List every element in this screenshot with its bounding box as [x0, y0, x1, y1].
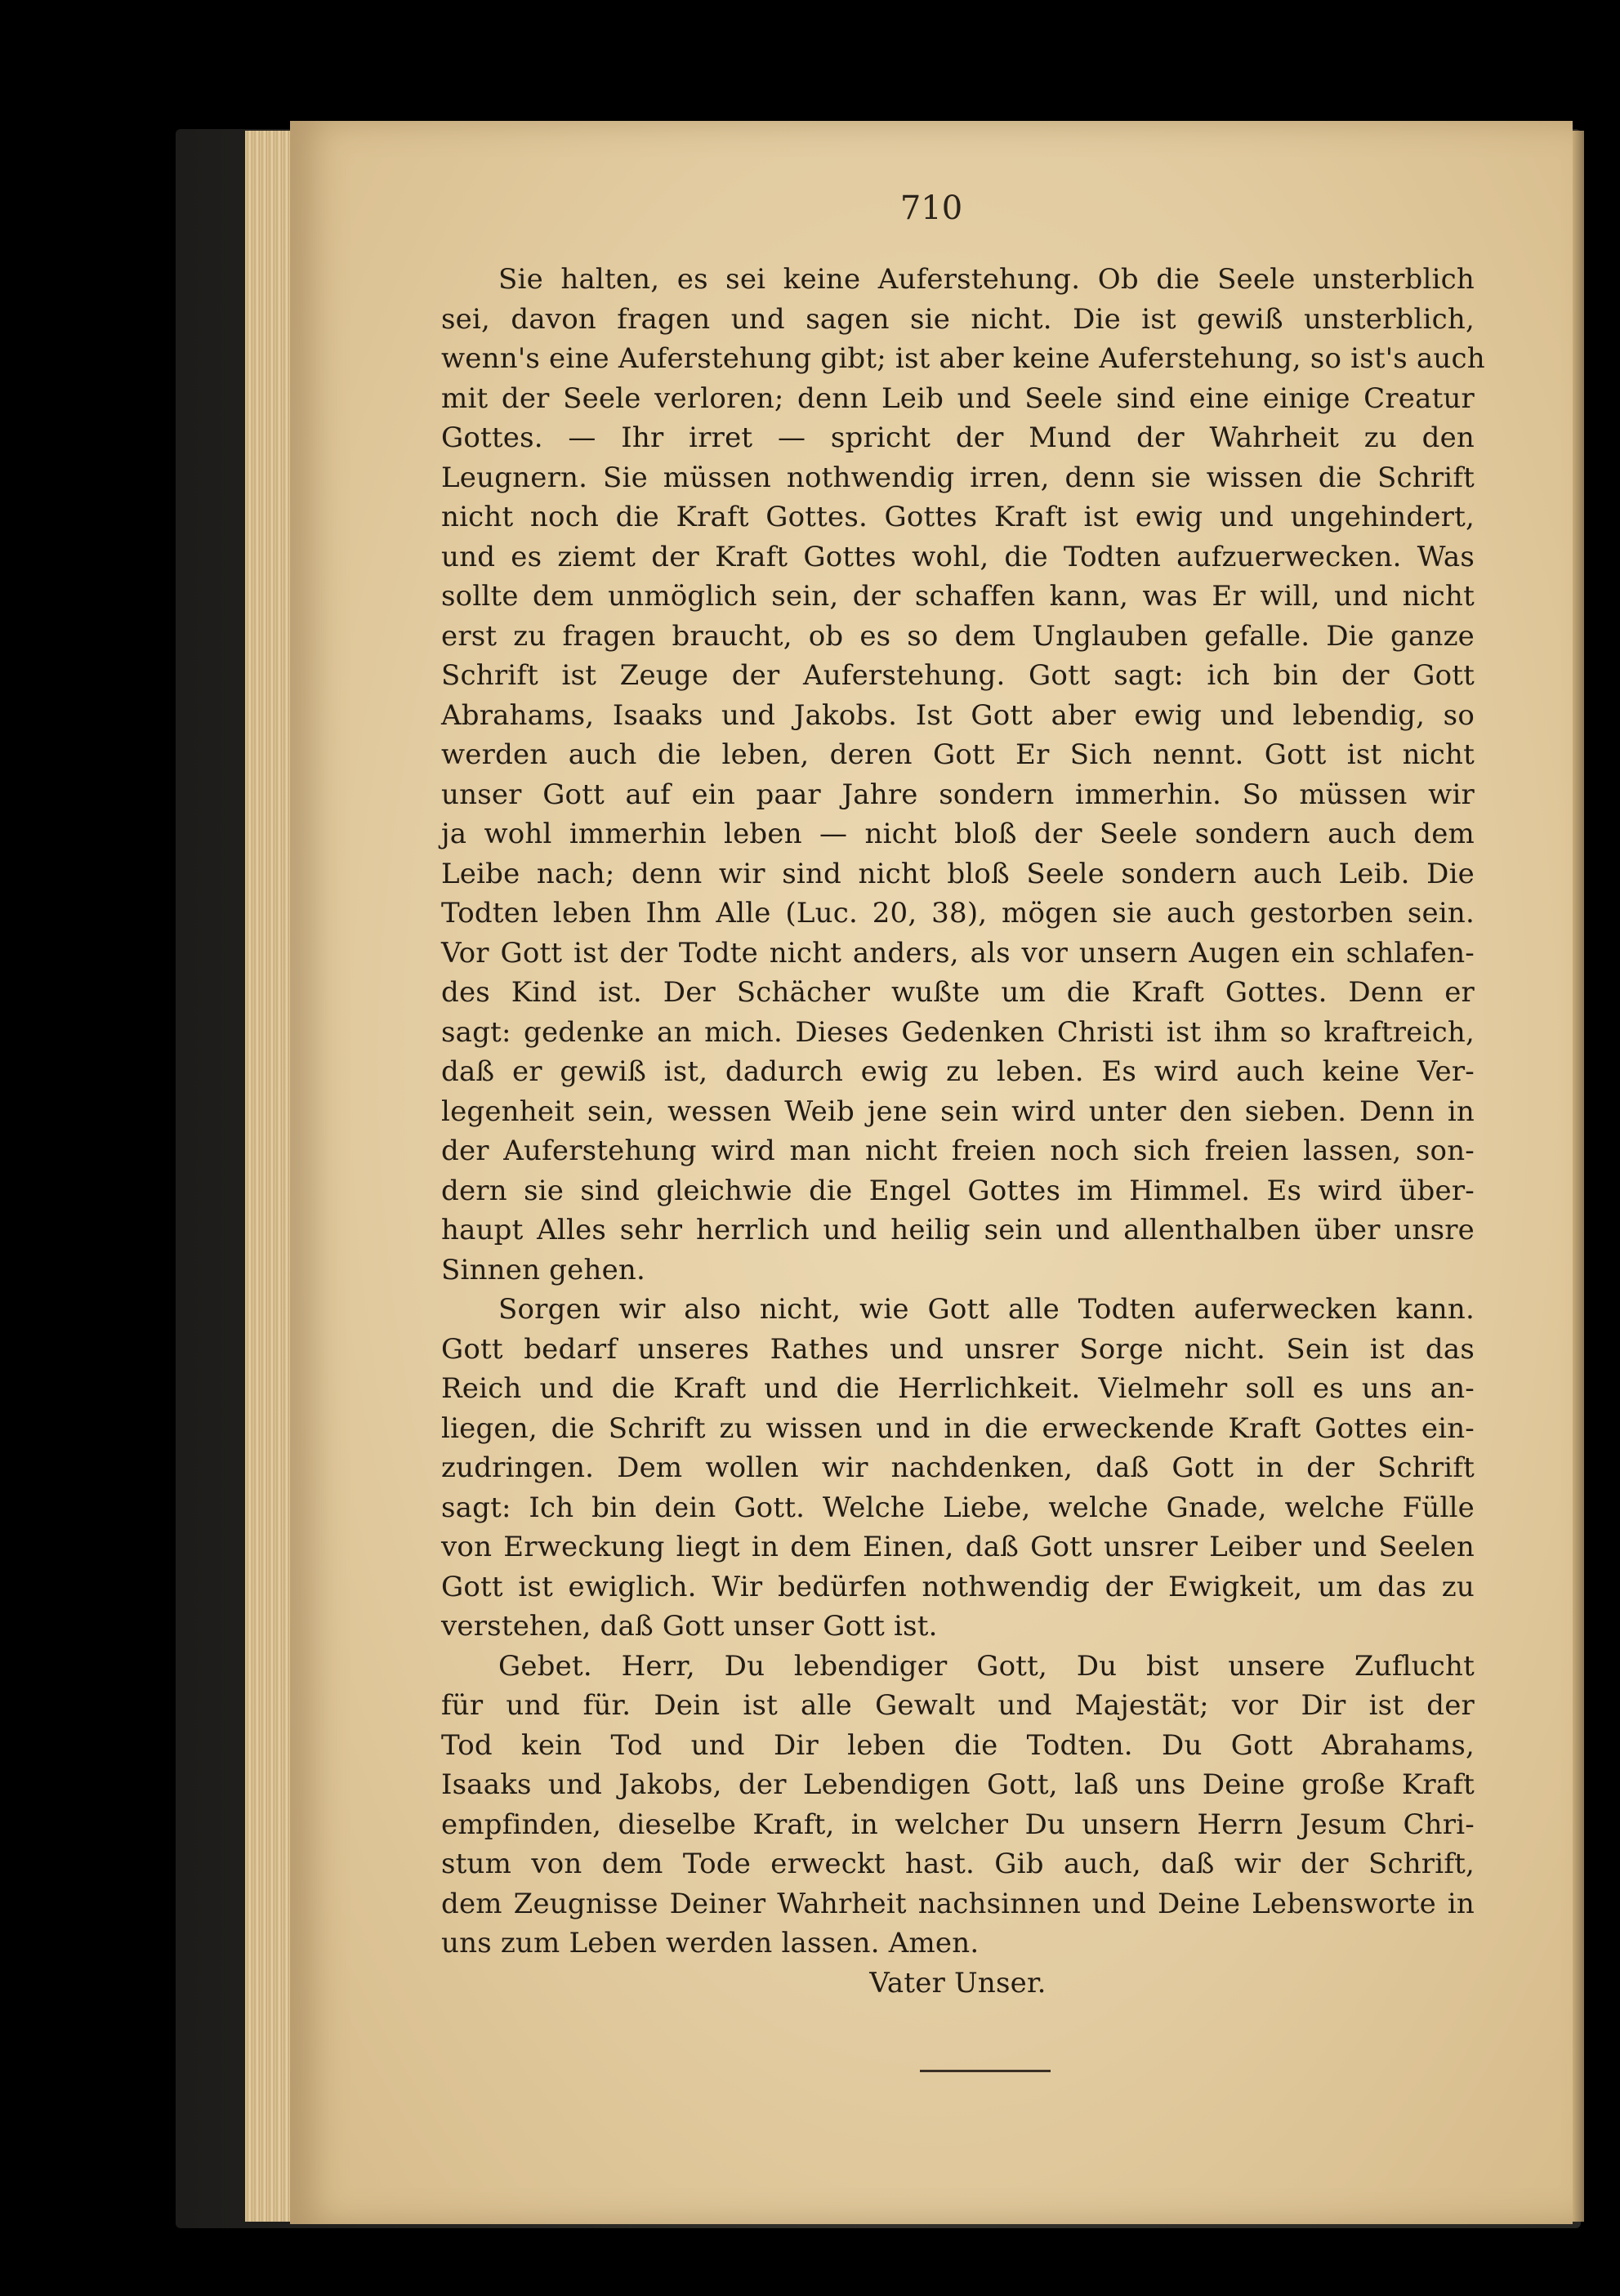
text-line: Tod kein Tod und Dir leben die Todten. Du Gott Abrahams,: [441, 1728, 1475, 1762]
text-line: unser Gott auf ein paar Jahre sondern immerhin. So müssen wir: [441, 778, 1475, 811]
text-line: verstehen, daß Gott unser Gott ist.: [441, 1610, 938, 1643]
text-line: Abrahams, Isaaks und Jakobs. Ist Gott aber ewig und lebendig, so: [441, 698, 1475, 732]
text-line: Leugnern. Sie müssen nothwendig irren, denn sie wissen die Schrift: [441, 461, 1475, 494]
text-line: Gott ist ewiglich. Wir bedürfen nothwendig der Ewigkeit, um das zu: [441, 1570, 1475, 1603]
text-line: wenn's eine Auferstehung gibt; ist aber keine Auferstehung, so ist's auch: [441, 342, 1485, 375]
text-line: werden auch die leben, deren Gott Er Sich nennt. Gott ist nicht: [441, 738, 1475, 771]
text-line: Gebet. Herr, Du lebendiger Gott, Du bist unsere Zuflucht: [498, 1649, 1475, 1683]
text-line: und es ziemt der Kraft Gottes wohl, die Todten aufzuerwecken. Was: [441, 540, 1475, 573]
text-line: für und für. Dein ist alle Gewalt und Majestät; vor Dir ist der: [441, 1689, 1475, 1722]
text-line: zudringen. Dem wollen wir nachdenken, daß Gott in der Schrift: [441, 1451, 1475, 1484]
text-line: Reich und die Kraft und die Herrlichkeit. Vielmehr soll es uns an-: [441, 1372, 1475, 1405]
text-line: von Erweckung liegt in dem Einen, daß Gott unsrer Leiber und Seelen: [441, 1531, 1475, 1563]
section-divider: [920, 2070, 1051, 2072]
text-line: daß er gewiß ist, dadurch ewig zu leben. Es wird auch keine Ver-: [441, 1055, 1475, 1088]
page-stack-edge: [245, 131, 296, 2222]
text-line: Gott bedarf unseres Rathes und unsrer Sorge nicht. Sein ist das: [441, 1332, 1475, 1366]
text-line: erst zu fragen braucht, ob es so dem Unglauben gefalle. Die ganze: [441, 619, 1475, 653]
text-line: Schrift ist Zeuge der Auferstehung. Gott sagt: ich bin der Gott: [441, 659, 1475, 692]
text-line: sollte dem unmöglich sein, der schaffen kann, was Er will, und nicht: [441, 580, 1475, 613]
text-line: der Auferstehung wird man nicht freien noch sich freien lassen, son-: [441, 1135, 1475, 1167]
text-line: Sorgen wir also nicht, wie Gott alle Todten auferwecken kann.: [498, 1293, 1475, 1326]
text-line: sei, davon fragen und sagen sie nicht. Die ist gewiß unsterblich,: [441, 302, 1475, 336]
text-line: mit der Seele verloren; denn Leib und Seele sind eine einige Creatur: [441, 381, 1475, 415]
text-line: sagt: gedenke an mich. Dieses Gedenken Christi ist ihm so kraftreich,: [441, 1015, 1475, 1049]
body-text: [441, 260, 1485, 2003]
text-line: legenheit sein, wessen Weib jene sein wird unter den sieben. Denn in: [441, 1095, 1475, 1128]
text-line: dem Zeugnisse Deiner Wahrheit nachsinnen und Deine Lebensworte in: [441, 1887, 1475, 1920]
text-line: haupt Alles sehr herrlich und heilig sein und allenthalben über unsre: [441, 1214, 1475, 1246]
text-line: Todten leben Ihm Alle (Luc. 20, 38), mögen sie auch gestorben sein.: [441, 897, 1475, 930]
text-line: liegen, die Schrift zu wissen und in die erweckende Kraft Gottes ein-: [441, 1411, 1475, 1445]
text-line: uns zum Leben werden lassen. Amen.: [441, 1927, 980, 1959]
page-right-edge: [1573, 131, 1584, 2222]
page-number: 710: [899, 189, 963, 227]
text-line: empfinden, dieselbe Kraft, in welcher Du unsern Herrn Jesum Chri-: [441, 1808, 1475, 1841]
text-line: dern sie sind gleichwie die Engel Gottes im Himmel. Es wird über-: [441, 1174, 1475, 1207]
text-line: Sie halten, es sei keine Auferstehung. Ob die Seele unsterblich: [498, 263, 1475, 296]
text-line: Leibe nach; denn wir sind nicht bloß Seele sondern auch Leib. Die: [441, 857, 1475, 890]
text-line: Isaaks und Jakobs, der Lebendigen Gott, laß uns Deine große Kraft: [441, 1768, 1475, 1801]
text-line: des Kind ist. Der Schächer wußte um die Kraft Gottes. Denn er: [441, 976, 1475, 1009]
text-line: Vor Gott ist der Todte nicht anders, als vor unsern Augen ein schlafen-: [441, 936, 1475, 970]
text-line: stum von dem Tode erweckt hast. Gib auch, daß wir der Schrift,: [441, 1848, 1475, 1880]
text-line: ja wohl immerhin leben — nicht bloß der Seele sondern auch dem: [441, 818, 1475, 850]
text-line: Gottes. — Ihr irret — spricht der Mund der Wahrheit zu den: [441, 421, 1475, 454]
text-line: nicht noch die Kraft Gottes. Gottes Kraft ist ewig und ungehindert,: [441, 501, 1475, 533]
text-line: Sinnen gehen.: [441, 1253, 645, 1286]
closing-line: Vater Unser.: [869, 1966, 1047, 2000]
text-line: sagt: Ich bin dein Gott. Welche Liebe, welche Gnade, welche Fülle: [441, 1491, 1475, 1524]
